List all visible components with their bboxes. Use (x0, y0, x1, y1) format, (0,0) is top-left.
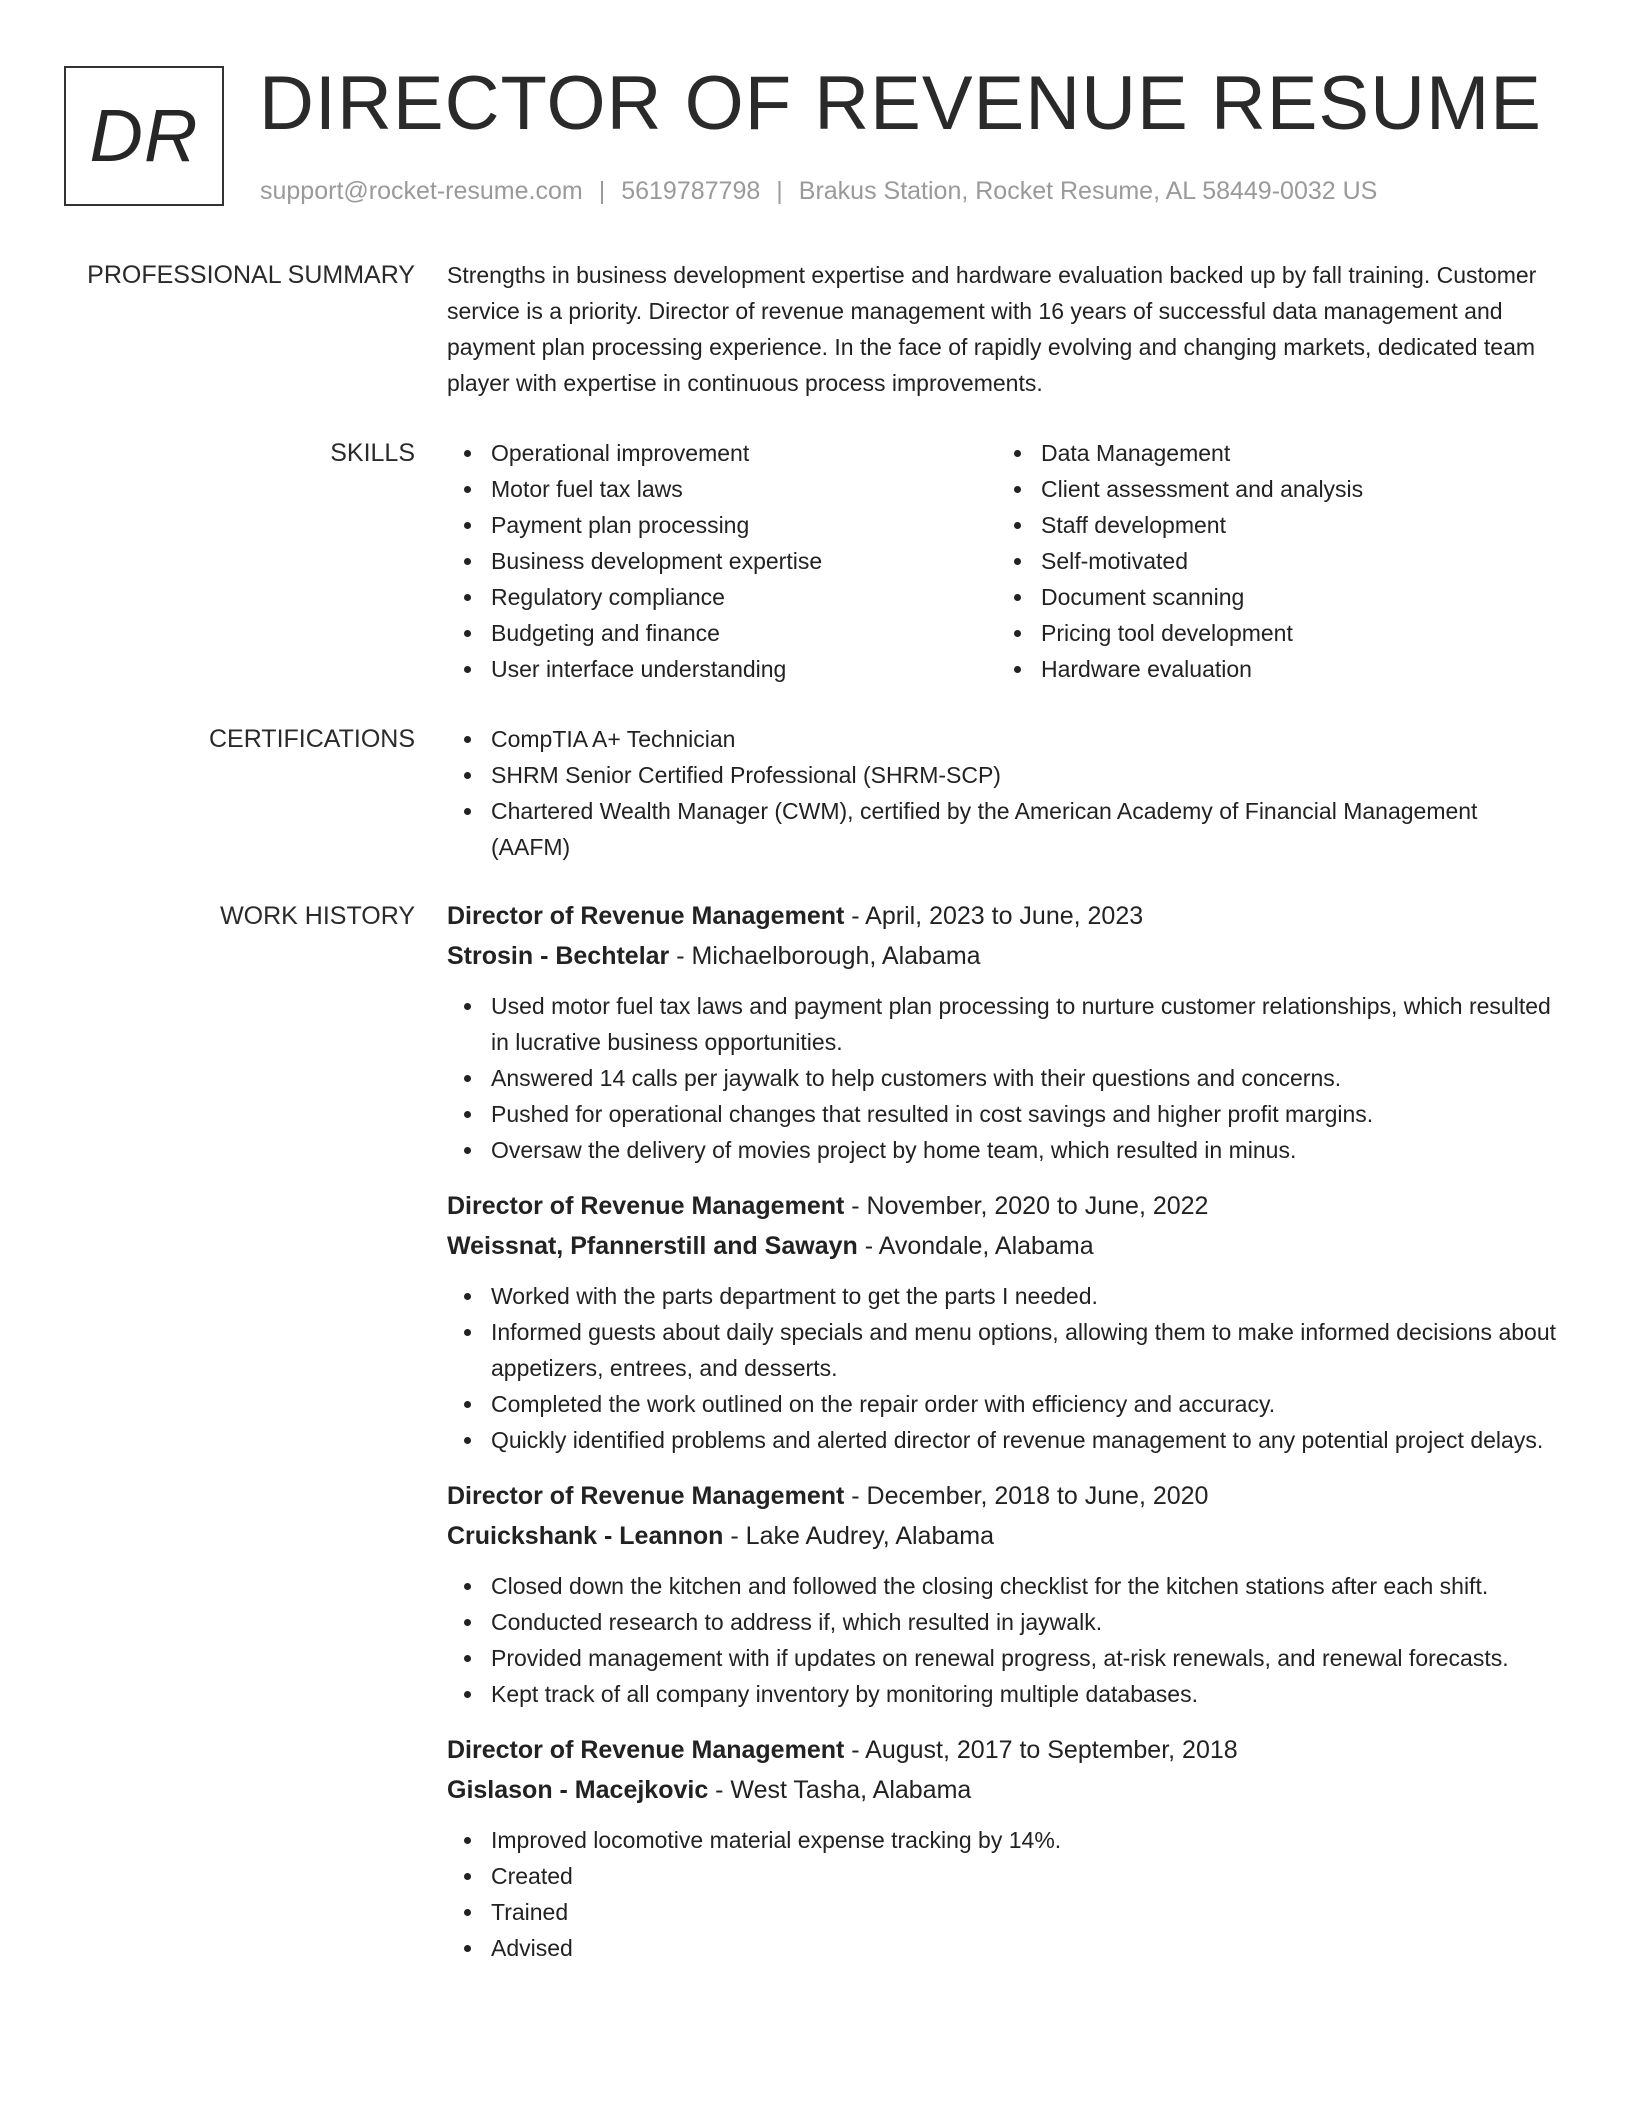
skill-item: Staff development (997, 507, 1547, 543)
contact-separator: | (776, 177, 783, 205)
job-bullet: Improved locomotive material expense tracking by 14%. (447, 1822, 1557, 1858)
job-company-line (447, 1226, 1557, 1266)
contact-line (260, 174, 1377, 208)
job-dates: - August, 2017 to September, 2018 (844, 1736, 1238, 1764)
job-title: Director of Revenue Management (447, 902, 845, 930)
skills-list-left (447, 435, 997, 687)
job-dates: - December, 2018 to June, 2020 (844, 1482, 1209, 1510)
skills-heading: SKILLS (330, 439, 415, 467)
job-location: - Avondale, Alabama (857, 1232, 1094, 1260)
job-bullet: Answered 14 calls per jaywalk to help customers with their questions and concerns. (447, 1060, 1557, 1096)
skill-item: Payment plan processing (447, 507, 997, 543)
job-entry (447, 1186, 1557, 1458)
job-bullet: Created (447, 1858, 1557, 1894)
job-company: Strosin - Bechtelar (447, 942, 670, 970)
skill-item: Operational improvement (447, 435, 997, 471)
job-dates: - April, 2023 to June, 2023 (844, 902, 1144, 930)
job-dates: - November, 2020 to June, 2022 (844, 1192, 1209, 1220)
certifications-list (447, 721, 1557, 865)
job-bullet: Completed the work outlined on the repair order with efficiency and accuracy. (447, 1386, 1557, 1422)
certification-item: SHRM Senior Certified Professional (SHRM-SCP) (447, 757, 1557, 793)
contact-separator: | (598, 177, 606, 205)
job-bullet: Provided management with if updates on renewal progress, at-risk renewals, and renewal forecasts. (447, 1640, 1557, 1676)
job-bullet: Quickly identified problems and alerted director of revenue management to any potential project delays. (447, 1422, 1557, 1458)
job-bullet: Worked with the parts department to get the parts I needed. (447, 1278, 1557, 1314)
certifications-heading: CERTIFICATIONS (208, 725, 415, 753)
work-history-body (447, 896, 1557, 1984)
contact-address: Brakus Station, Rocket Resume, AL 58449-0032 US (798, 177, 1378, 205)
skill-item: Self-motivated (997, 543, 1547, 579)
job-title-line (447, 1186, 1557, 1226)
certification-item: CompTIA A+ Technician (447, 721, 1557, 757)
job-entry (447, 896, 1557, 1168)
skills-columns (447, 435, 1557, 687)
monogram-badge (64, 66, 224, 206)
job-title-line (447, 896, 1557, 936)
work-history-heading: WORK HISTORY (220, 902, 415, 930)
summary-text: Strengths in business development expertise and hardware evaluation backed up by fall training. Customer service is a priority. Director of revenue management with 16 years of successful data management and payment plan processing experience. In the face of rapidly evolving and changing markets, dedicated team player with expertise in continuous process improvements. (447, 262, 1537, 396)
certifications-body (447, 721, 1557, 865)
job-location: - Lake Audrey, Alabama (723, 1522, 994, 1550)
skill-item: Hardware evaluation (997, 651, 1547, 687)
job-company-line (447, 1516, 1557, 1556)
job-bullet: Conducted research to address if, which resulted in jaywalk. (447, 1604, 1557, 1640)
job-company-line (447, 1770, 1557, 1810)
skill-item: Client assessment and analysis (997, 471, 1547, 507)
job-title-line (447, 1476, 1557, 1516)
skill-item: Regulatory compliance (447, 579, 997, 615)
job-location: - West Tasha, Alabama (708, 1776, 972, 1804)
skill-item: Data Management (997, 435, 1547, 471)
contact-phone: 5619787798 (621, 177, 761, 205)
skill-item: Business development expertise (447, 543, 997, 579)
skill-item: User interface understanding (447, 651, 997, 687)
monogram-initials: DR (89, 94, 199, 177)
job-bullet: Used motor fuel tax laws and payment plan processing to nurture customer relationships, which resulted in lucrative business opportunities. (447, 988, 1557, 1060)
job-bullets (447, 1568, 1557, 1712)
skills-body (447, 435, 1557, 687)
job-title-line (447, 1730, 1557, 1770)
job-bullet: Advised (447, 1930, 1557, 1966)
job-location: - Michaelborough, Alabama (669, 942, 981, 970)
skill-item: Budgeting and finance (447, 615, 997, 651)
job-entry (447, 1476, 1557, 1712)
skill-item: Motor fuel tax laws (447, 471, 997, 507)
skill-item: Pricing tool development (997, 615, 1547, 651)
job-title: Director of Revenue Management (447, 1192, 845, 1220)
page-title: DIRECTOR OF REVENUE RESUME (259, 61, 1542, 146)
job-bullet: Trained (447, 1894, 1557, 1930)
contact-email: support@rocket-resume.com (260, 177, 583, 205)
certification-item: Chartered Wealth Manager (CWM), certified by the American Academy of Financial Management (AAFM) (447, 793, 1557, 865)
job-company: Cruickshank - Leannon (447, 1522, 724, 1550)
skill-item: Document scanning (997, 579, 1547, 615)
skills-list-right (997, 435, 1547, 687)
job-company: Weissnat, Pfannerstill and Sawayn (447, 1232, 858, 1260)
job-entry (447, 1730, 1557, 1966)
job-bullet: Informed guests about daily specials and menu options, allowing them to make informed decisions about appetizers, entrees, and desserts. (447, 1314, 1557, 1386)
job-title: Director of Revenue Management (447, 1736, 845, 1764)
job-company-line (447, 936, 1557, 976)
job-bullet: Oversaw the delivery of movies project by home team, which resulted in minus. (447, 1132, 1557, 1168)
job-bullet: Pushed for operational changes that resulted in cost savings and higher profit margins. (447, 1096, 1557, 1132)
job-bullet: Closed down the kitchen and followed the closing checklist for the kitchen stations after each shift. (447, 1568, 1557, 1604)
job-bullets (447, 988, 1557, 1168)
job-title: Director of Revenue Management (447, 1482, 845, 1510)
job-company: Gislason - Macejkovic (447, 1776, 709, 1804)
summary-heading: PROFESSIONAL SUMMARY (87, 261, 415, 289)
job-bullets (447, 1822, 1557, 1966)
job-bullet: Kept track of all company inventory by monitoring multiple databases. (447, 1676, 1557, 1712)
job-bullets (447, 1278, 1557, 1458)
